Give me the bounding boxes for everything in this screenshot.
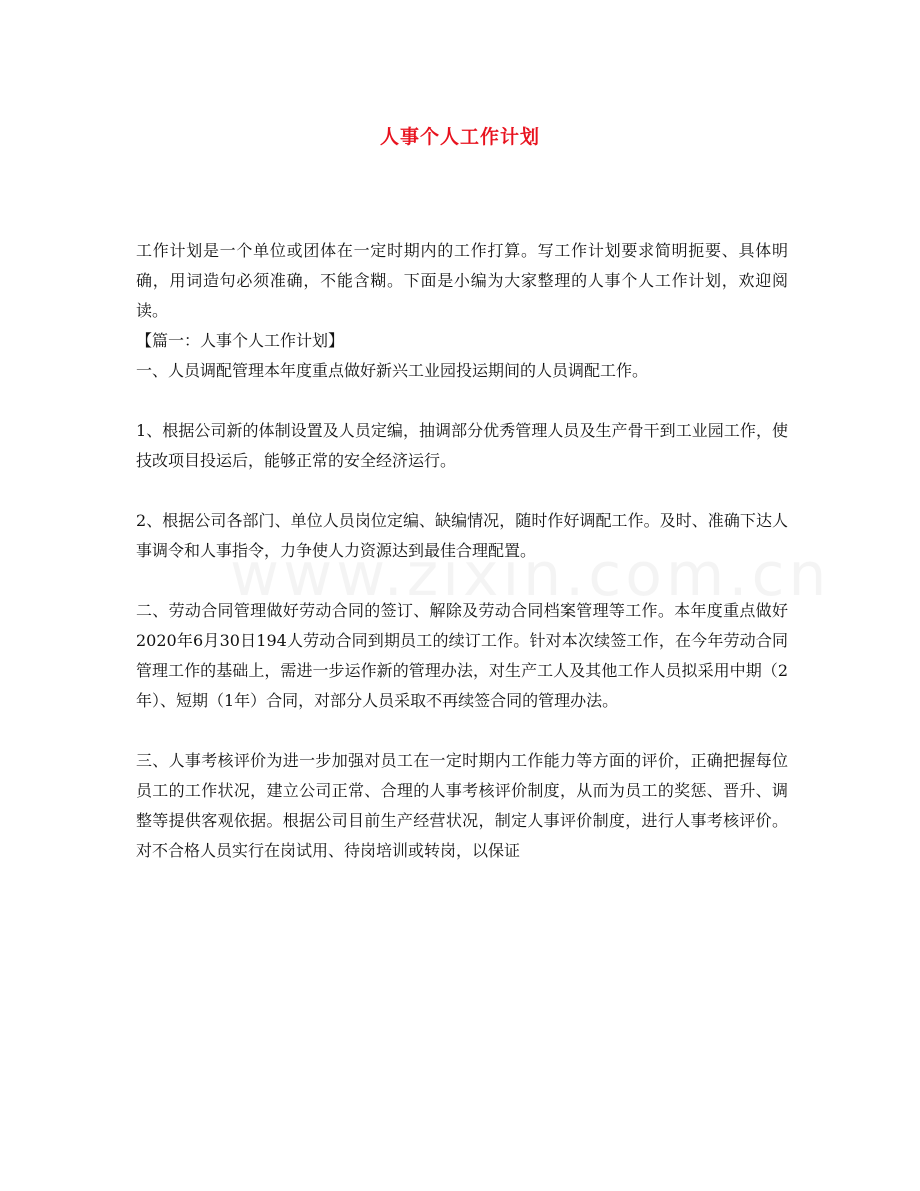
paragraph-assessment: 三、人事考核评价为进一步加强对员工在一定时期内工作能力等方面的评价，正确把握每位员工的工作状况，建立公司正常、合理的人事考核评价制度，从而为员工的奖惩、晋升、调整等提供客观依据。根据公司目前生产经营状况，制定人事评价制度，进行人事考核评价。对不合格人员实行在岗试用、待岗培训或转岗，以保证 — [136, 751, 788, 860]
paragraph-item-2: 2、根据公司各部门、单位人员岗位定编、缺编情况，随时作好调配工作。及时、准确下达人事调令和人事指令，力争使人力资源达到最佳合理配置。 — [136, 511, 788, 560]
document-title: 人事个人工作计划 — [379, 126, 540, 148]
section-heading: 【篇一：人事个人工作计划】 — [136, 331, 345, 350]
paragraph-labor-contract: 二、劳动合同管理做好劳动合同的签订、解除及劳动合同档案管理等工作。本年度重点做好2020年6月30日194人劳动合同到期员工的续订工作。针对本次续签工作，在今年劳动合同管理工作的基础上，需进一步运作新的管理办法，对生产工人及其他工作人员拟采用中期（2年）、短期（1年）合同，对部分人员采取不再续签合同的管理办法。 — [136, 601, 788, 710]
document-body — [136, 236, 788, 866]
paragraph-personnel-allocation: 一、人员调配管理本年度重点做好新兴工业园投运期间的人员调配工作。 — [136, 361, 649, 380]
paragraph-item-1: 1、根据公司新的体制设置及人员定编，抽调部分优秀管理人员及生产骨干到工业园工作，使技改项目投运后，能够正常的安全经济运行。 — [136, 421, 788, 470]
intro-paragraph: 工作计划是一个单位或团体在一定时期内的工作打算。写工作计划要求简明扼要、具体明确，用词造句必须准确，不能含糊。下面是小编为大家整理的人事个人工作计划，欢迎阅读。 — [136, 241, 788, 320]
